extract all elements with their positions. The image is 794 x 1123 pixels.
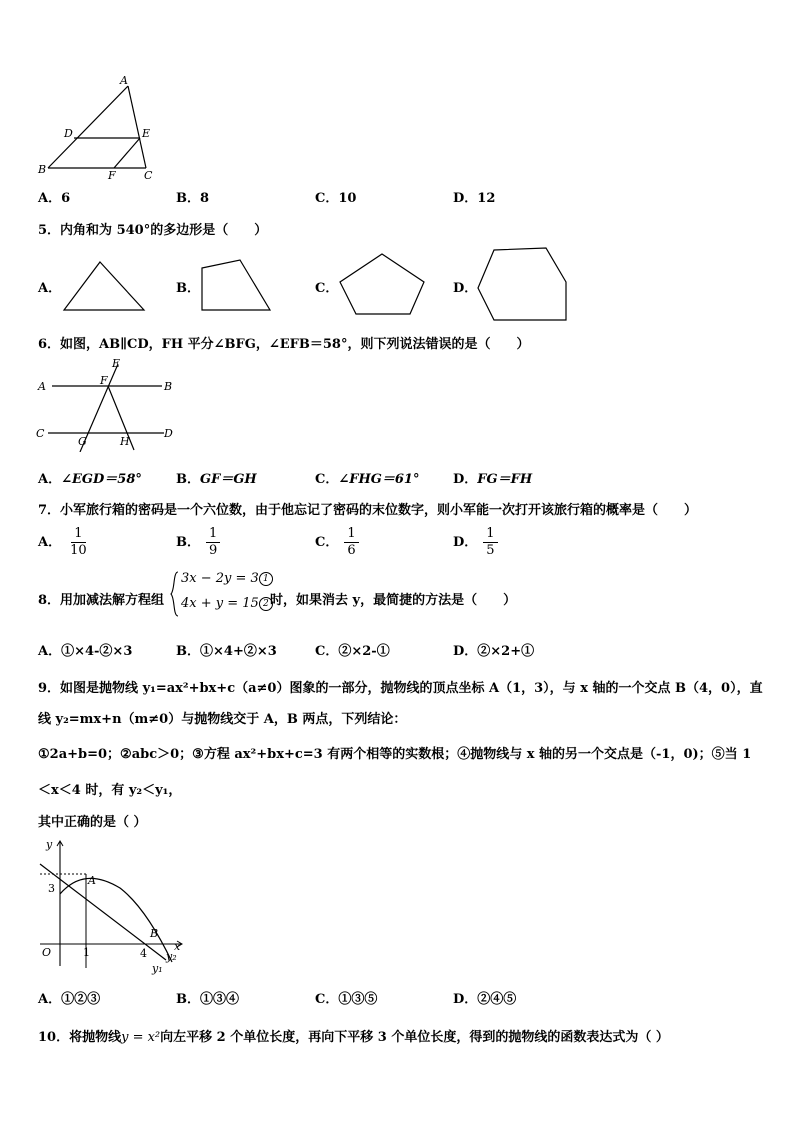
option-letter: C． [315, 191, 339, 206]
q5-option-c[interactable] [315, 277, 338, 296]
q9-label-y2: y₂ [166, 950, 177, 963]
q7-stem: 7．小军旅行箱的密码是一个六位数，由于他忘记了密码的末位数字，则小军能一次打开该旅行箱的概率是（ ） [38, 503, 698, 518]
q4-label-B: B [38, 163, 47, 176]
q9-label-y1: y₁ [152, 962, 163, 975]
option-letter: B． [176, 472, 200, 487]
q6-option-c[interactable] [315, 468, 419, 487]
option-letter: D． [453, 992, 478, 1007]
q5-pentagon-shape [336, 250, 432, 320]
option-text: ②④⑤ [477, 992, 517, 1007]
q4-option-c[interactable] [315, 187, 356, 206]
q4-option-b[interactable] [176, 187, 209, 206]
q4-label-F: F [108, 169, 116, 180]
q9-option-a[interactable] [38, 988, 100, 1007]
q6-label-E: E [112, 357, 121, 370]
option-letter: B． [176, 281, 200, 296]
q7-option-b[interactable] [176, 526, 220, 559]
q7-option-c[interactable] [315, 526, 359, 559]
fraction: $\frac{1}{5}$ [483, 526, 497, 559]
option-letter: D． [453, 472, 478, 487]
q4-option-a[interactable] [38, 187, 70, 206]
q9-label-three: 3 [48, 882, 55, 895]
q8-stem-after: 时，如果消去 y，最简捷的方法是（ ） [270, 593, 517, 608]
option-text: ①③④ [200, 992, 240, 1007]
q10-stem-after: 向左平移 2 个单位长度，再向下平移 3 个单位长度，得到的抛物线的函数表达式为（ ） [160, 1030, 669, 1045]
q6-label-B: B [164, 380, 173, 393]
option-letter: A． [38, 281, 62, 296]
option-letter: C． [315, 535, 339, 550]
option-letter: B． [176, 191, 200, 206]
q8-equation-1: 3x − 2y = 3 1 [181, 571, 273, 586]
q5-option-a[interactable] [38, 277, 61, 296]
q7-option-a[interactable] [38, 526, 90, 559]
option-text: ②×2-① [338, 644, 390, 659]
q9-option-b[interactable] [176, 988, 239, 1007]
q5-triangle-shape [60, 258, 150, 314]
q4-label-D: D [64, 127, 73, 140]
fraction: $\frac{1}{10}$ [70, 526, 87, 558]
option-letter: A． [38, 535, 62, 550]
q9-stem-line-2: 线 y₂=mx+n（m≠0）与抛物线交于 A，B 两点，下列结论： [38, 712, 407, 727]
q4-label-A: A [120, 74, 128, 87]
q9-option-c[interactable] [315, 988, 377, 1007]
q10-formula: y = x² [121, 1030, 161, 1045]
option-text: ②×2+① [477, 644, 535, 659]
option-text: ①②③ [61, 992, 101, 1007]
q8-option-c[interactable] [315, 640, 390, 659]
q9-parabola-figure [34, 836, 190, 978]
q6-label-A: A [38, 380, 46, 393]
q8-stem-before: 8．用加减法解方程组 [38, 593, 165, 608]
option-letter: C． [315, 281, 339, 296]
q6-label-G: G [78, 435, 87, 448]
q6-option-d[interactable] [453, 468, 532, 487]
circle-number-1: 1 [259, 572, 273, 586]
q6-option-a[interactable] [38, 468, 142, 487]
fraction: $\frac{1}{6}$ [344, 526, 358, 559]
option-letter: A． [38, 191, 62, 206]
q4-label-E: E [142, 127, 151, 140]
option-letter: C． [315, 992, 339, 1007]
q6-label-D: D [164, 427, 173, 440]
q8-option-a[interactable] [38, 640, 132, 659]
q9-stem-line-1: 9．如图是抛物线 y₁=ax²+bx+c（a≠0）图象的一部分，抛物线的顶点坐标 A（1，3），与 x 轴的一个交点 B（4，0），直 [38, 681, 763, 696]
q5-hexagon-shape [474, 244, 572, 326]
option-letter: B． [176, 644, 200, 659]
q6-label-H: H [120, 435, 130, 448]
q9-stem-line-3: ①2a+b=0；②abc＞0；③方程 ax²+bx+c=3 有两个相等的实数根；④抛物线与 x 轴的另一个交点是（-1，0)；⑤当 1 [38, 747, 752, 762]
option-letter: D． [453, 191, 478, 206]
option-letter: A． [38, 992, 62, 1007]
q6-label-F: F [100, 374, 108, 387]
option-letter: C． [315, 472, 339, 487]
circle-number-2: 2 [259, 597, 273, 611]
q9-stem-line-5: 其中正确的是（ ） [38, 815, 147, 830]
q4-option-d[interactable] [453, 187, 495, 206]
q9-label-B: B [150, 927, 159, 940]
q6-label-C: C [36, 427, 45, 440]
q5-quadrilateral-shape [196, 256, 276, 316]
option-text: 12 [477, 191, 496, 206]
q10-stem [38, 1026, 669, 1045]
q6-stem: 6．如图，AB∥CD，FH 平分∠BFG，∠EFB＝58°，则下列说法错误的是（ ） [38, 337, 530, 352]
option-text: 10 [338, 191, 357, 206]
option-text: ∠FHG＝61° [338, 472, 420, 487]
option-text: 6 [61, 191, 71, 206]
option-text: FG＝FH [477, 472, 533, 487]
option-text: GF＝GH [200, 472, 257, 487]
option-letter: D． [453, 281, 478, 296]
option-letter: B． [176, 992, 200, 1007]
q5-stem: 5．内角和为 540°的多边形是（ ） [38, 223, 268, 238]
q8-brace [170, 570, 180, 618]
option-letter: C． [315, 644, 339, 659]
q4-label-C: C [144, 169, 153, 180]
q8-equation-2: 4x + y = 15 2 [181, 596, 273, 611]
option-text: 8 [200, 191, 210, 206]
option-text: ①×4+②×3 [200, 644, 277, 659]
q9-label-x: x [174, 940, 181, 953]
q8-option-d[interactable] [453, 640, 534, 659]
fraction: $\frac{1}{9}$ [206, 526, 220, 559]
q9-label-y: y [46, 838, 53, 851]
option-letter: A． [38, 644, 62, 659]
option-letter: A． [38, 472, 62, 487]
q9-label-A: A [88, 874, 96, 887]
option-letter: D． [453, 535, 478, 550]
q6-option-b[interactable] [176, 468, 257, 487]
q10-stem-before: 10．将抛物线 [38, 1030, 122, 1045]
q4-triangle-figure [36, 74, 166, 180]
q7-option-d[interactable] [453, 526, 498, 559]
q6-parallel-lines-figure [34, 356, 184, 452]
q8-option-b[interactable] [176, 640, 277, 659]
option-text: ∠EGD＝58° [61, 472, 142, 487]
q9-label-four: 4 [140, 947, 147, 960]
option-text: ①×4-②×3 [61, 644, 133, 659]
q9-stem-line-4: ＜x＜4 时，有 y₂＜y₁， [38, 783, 182, 798]
q9-label-one: 1 [83, 946, 90, 959]
option-text: ①③⑤ [338, 992, 378, 1007]
q9-label-O: O [42, 946, 52, 959]
option-letter: B． [176, 535, 200, 550]
option-letter: D． [453, 644, 478, 659]
q9-option-d[interactable] [453, 988, 516, 1007]
